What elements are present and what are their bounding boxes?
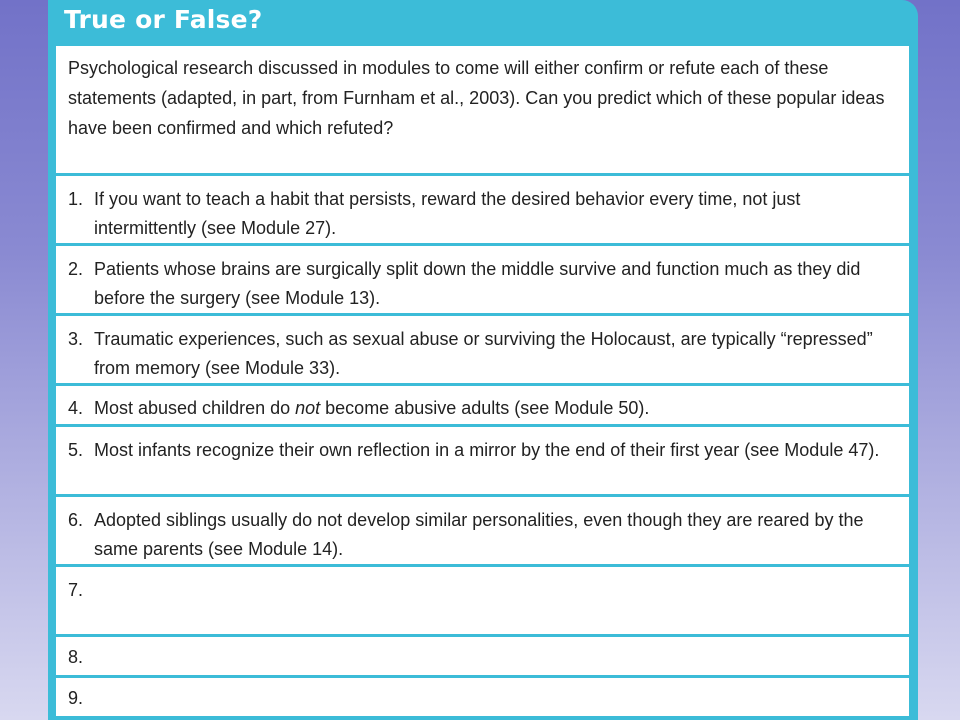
statement-text bbox=[94, 643, 895, 675]
statement-text bbox=[94, 576, 895, 634]
statement-text: Traumatic experiences, such as sexual abuse or surviving the Holocaust, are typically “repressed” from memory (see Module 33). bbox=[94, 329, 873, 378]
statement-number: 3. bbox=[68, 329, 84, 349]
panel-title: True or False? bbox=[64, 5, 263, 34]
statement-row bbox=[56, 494, 909, 564]
intro-paragraph: Psychological research discussed in modules to come will either confirm or refute each of these statements (adapted, in part, from Furnham et al., 2003). Can you predict which of these popular ideas have been confirmed and which refuted? bbox=[56, 43, 909, 173]
statement-text: Patients whose brains are surgically split down the middle survive and function much as they did before the surgery (see Module 13). bbox=[94, 259, 861, 308]
statement-row bbox=[56, 243, 909, 313]
true-false-panel bbox=[48, 0, 918, 720]
statement-row bbox=[56, 313, 909, 383]
statement-row bbox=[56, 424, 909, 494]
statement-number: 2. bbox=[68, 259, 84, 279]
statement-row bbox=[56, 173, 909, 243]
statement-number: 8. bbox=[68, 647, 84, 667]
statement-row bbox=[56, 634, 909, 675]
statements-table bbox=[56, 43, 909, 716]
statement-text: If you want to teach a habit that persists, reward the desired behavior every time, not just intermittently (see Module 27). bbox=[94, 189, 801, 238]
statement-row bbox=[56, 383, 909, 424]
statement-row bbox=[56, 675, 909, 716]
emphasis-text: not bbox=[295, 398, 321, 418]
statement-number: 7. bbox=[68, 580, 84, 600]
statement-row bbox=[56, 564, 909, 634]
statement-number: 5. bbox=[68, 440, 84, 460]
statement-text: Adopted siblings usually do not develop similar personalities, even though they are reared by the same parents (see Module 14). bbox=[94, 510, 864, 559]
statement-number: 4. bbox=[68, 398, 84, 418]
statement-text bbox=[94, 684, 895, 716]
statement-text: Most abused children do not become abusive adults (see Module 50). bbox=[94, 398, 650, 418]
statement-number: 9. bbox=[68, 688, 84, 708]
statement-number: 6. bbox=[68, 510, 84, 530]
statement-text: Most infants recognize their own reflection in a mirror by the end of their first year (see Module 47). bbox=[94, 440, 880, 460]
statement-number: 1. bbox=[68, 189, 84, 209]
